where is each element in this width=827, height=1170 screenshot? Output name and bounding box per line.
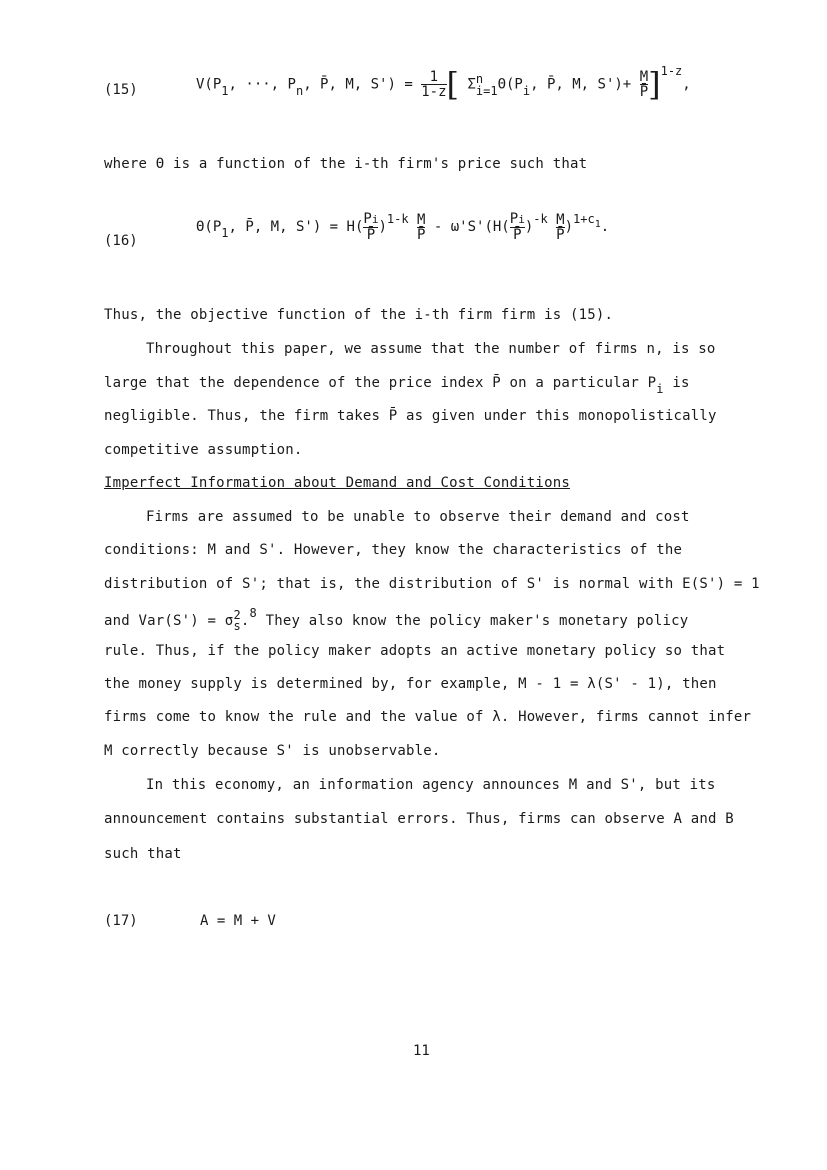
para3-line-5: rule. Thus, if the policy maker adopts an active monetary policy so that [104, 643, 726, 659]
para2-line-2: large that the dependence of the price index P̄ on a particular Pi is [104, 375, 690, 396]
eq15-lhs-mid: , ···, P [228, 76, 296, 93]
para4-line-1: In this economy, an information agency announces M and S', but its [146, 777, 716, 793]
eq16-middle: - ω'S'(H( [425, 219, 510, 235]
eq16-pi-over-p-2: $\frac{Pi}{P̄}$ [509, 211, 525, 243]
equation-number-15: (15) [104, 82, 138, 98]
para3-line-4: and Var(S') = σ 2 s .8 They also know the policy maker's monetary policy [104, 606, 689, 633]
para3-line-8: M correctly because S' is unobservable. [104, 743, 441, 759]
eq15-lhs-end: , P̄, M, S') = [303, 76, 422, 93]
para2-line-1: Throughout this paper, we assume that the number of firms n, is so [146, 341, 716, 357]
eq16-m-over-p: $\frac{M}{P̄}$ [417, 211, 426, 243]
eq16-sub-1: 1 [221, 226, 229, 240]
para4-line-2: announcement contains substantial errors. Thus, firms can observe A and B [104, 811, 734, 827]
equation-15 [196, 63, 691, 104]
section-heading: Imperfect Information about Demand and Cost Conditions [104, 475, 570, 491]
eq15-m-over-p: $\frac{M}{P̄}$ [639, 69, 649, 100]
eq15-theta-rest: , P̄, M, S')+ [530, 76, 632, 93]
equation-17: A = M + V [200, 913, 276, 929]
para3-line-6: the money supply is determined by, for example, M - 1 = λ(S' - 1), then [104, 676, 717, 692]
para2-line-3: negligible. Thus, the firm takes P̄ as given under this monopolistically [104, 408, 717, 424]
eq15-lhs: V(P [196, 76, 222, 93]
eq16-power-3-sub: 1 [594, 219, 601, 230]
eq16-power-1: 1-k [386, 212, 409, 226]
eq16-power-3: 1+c [573, 212, 595, 226]
eq16-lhs: Θ(P [196, 219, 222, 235]
sum-symbol: Σ [467, 76, 476, 93]
eq15-sum-limits: n i=1 [475, 71, 498, 98]
eq15-sub-1: 1 [221, 83, 229, 98]
sigma-scripts: 2 s [233, 608, 241, 633]
para3-line-2: conditions: M and S'. However, they know the characteristics of the [104, 542, 683, 558]
eq16-trail: . [600, 219, 610, 235]
para3-line-1: Firms are assumed to be unable to observe their demand and cost [146, 509, 690, 525]
eq15-theta: Θ(P [497, 76, 523, 93]
eq16-power-2: -k [533, 212, 548, 226]
para2-sub-i: i [656, 382, 664, 396]
para2-line-4: competitive assumption. [104, 442, 303, 458]
para4-line-3: such that [104, 846, 182, 862]
equation-number-16: (16) [104, 233, 138, 249]
eq15-theta-sub: i [522, 83, 531, 98]
para3-line-3: distribution of S'; that is, the distribution of S' is normal with E(S') = 1 [104, 576, 760, 592]
right-bracket-icon: ] [648, 65, 661, 104]
page-number: 11 [413, 1043, 430, 1059]
eq16-m-over-p-2: $\frac{M}{P̄}$ [556, 211, 565, 243]
eq15-sub-n: n [295, 83, 304, 98]
paragraph-objective: Thus, the objective function of the i-th firm firm is (15). [104, 307, 614, 323]
eq16-lhs-end: , P̄, M, S') = H( [228, 219, 364, 235]
footnote-mark: 8 [249, 606, 257, 620]
equation-number-17: (17) [104, 913, 138, 929]
equation-16: Θ(P1, P̄, M, S') = H( $\frac{Pi}{P̄}$ )1-k $\frac{M}{P̄}$ - ω'S'(H( $\frac{Pi}{P̄}$ )-k $\frac{M}{P̄}$ )$1+c^1$. [196, 211, 610, 243]
eq15-fraction: $\frac{1}{1-z}$ [421, 69, 447, 100]
eq15-power: 1-z [660, 63, 683, 78]
where-text: where Θ is a function of the i-th firm's price such that [104, 156, 588, 172]
para3-line-7: firms come to know the rule and the value of λ. However, firms cannot infer [104, 709, 752, 725]
eq16-pi-over-p: $\frac{Pi}{P̄}$ [363, 211, 379, 243]
left-bracket-icon: [ [446, 65, 459, 104]
eq15-trail: , [682, 76, 691, 93]
